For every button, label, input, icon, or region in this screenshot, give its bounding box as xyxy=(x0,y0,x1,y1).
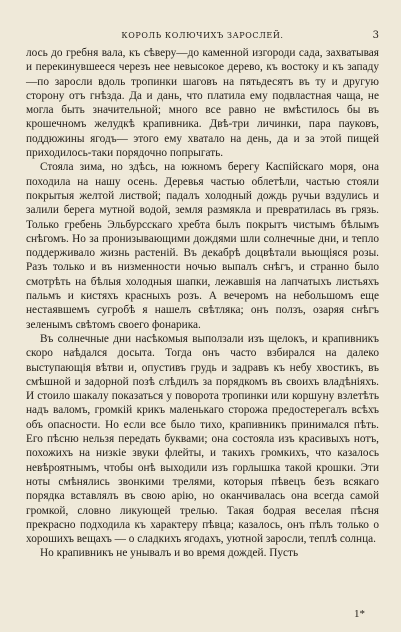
running-title: КОРОЛЬ КОЛЮЧИХЪ ЗАРОСЛЕЙ. xyxy=(121,31,284,40)
paragraph: Стояла зима, но здѣсь, на южномъ берегу Каспійскаго моря, она походила на нашу осень. Деревья частью облетѣли, частью стояли покрытыя желтой листвой; падалъ холодный дождь ручьи вздулись и залили берега мутной водой, земля размякла и превратилась въ грязь. Только гребень Эльбурсскаго хребта былъ покрытъ чистымъ бѣлымъ снѣгомъ. Но за пронизывающими дождями шли солнечные дни, и тепло поддерживало жизнь растеній. Въ декабрѣ доцвѣтали вьющіяся розы. Разъ только и въ низменности ночью выпалъ снѣгъ, и странно было смотрѣть на бѣлыя холодныя шапки, лежавшія на лапчатыхъ листьяхъ пальмъ и кистяхъ красныхъ розъ. А вечеромъ на небольшомъ еще нестаявшемъ сугробѣ я нашелъ свѣтляка; онъ ползъ, озаряя снѣгъ зеленымъ свѣтомъ своего фонарика. xyxy=(26,161,379,331)
paragraph: Въ солнечные дни насѣкомыя выползали изъ щелокъ, и крапивникъ скоро наѣдался досыта. Тогда онъ часто взбирался на далеко выступающія вѣтви и, опустивъ грудь и задравъ къ небу хвостикъ, въ смѣшной и задорной позѣ слѣдилъ за порядкомъ въ своихъ владѣніяхъ. И стоило шакалу показаться у поворота тропинки или коршуну взлетѣть надъ валомъ, громкій крикъ маленькаго сторожа предостерегалъ всѣхъ объ опасности. Но если все было тихо, крапивникъ принимался пѣть. Его пѣсню нельзя передать буквами; она состояла изъ красивыхъ нотъ, похожихъ на низкіе звуки флейты, и такихъ громкихъ, что казалось невѣроятнымъ, чтобы онѣ выходили изъ горлышка такой крошки. Эти ноты смѣнялись звонкими трелями, которыя пѣвецъ безъ всякаго порядка вставлялъ въ свою арію, но оканчивалась она всегда самой громкой, словно ликующей трелью. Такая бодрая веселая пѣсня прекрасно подходила къ характеру пѣвца; казалось, онъ пѣлъ только о хорошихъ вещахъ — о сладкихъ ягодахъ, уютной заросли, теплѣ солнца. xyxy=(26,332,379,546)
body-text xyxy=(26,46,379,561)
page-number: 3 xyxy=(372,30,379,41)
printer-signature-mark: 1* xyxy=(354,608,365,620)
paragraph: Но крапивникъ не унывалъ и во время дождей. Пусть xyxy=(40,547,299,560)
paragraph-continuation: лось до гребня вала, къ сѣверу—до каменной изгороди сада, захватывая и перекинувшееся черезъ нее невысокое дерево, къ востоку и къ западу—по заросли вдоль тропинки шаговъ на пятьдесятъ въ ту и другую сторону отъ гнѣзда. Да и дань, что платила ему подвластная чаща, не могла быть значительной; много все равно не вмѣстилось бы въ крошечномъ желудкѣ крапивника. Двѣ-три личинки, пара пауковъ, поддюжины ягодъ— этого ему хватало на день, да и за этой пищей приходилось-таки порядочно попрыгать. xyxy=(26,47,379,160)
running-header xyxy=(26,26,379,46)
